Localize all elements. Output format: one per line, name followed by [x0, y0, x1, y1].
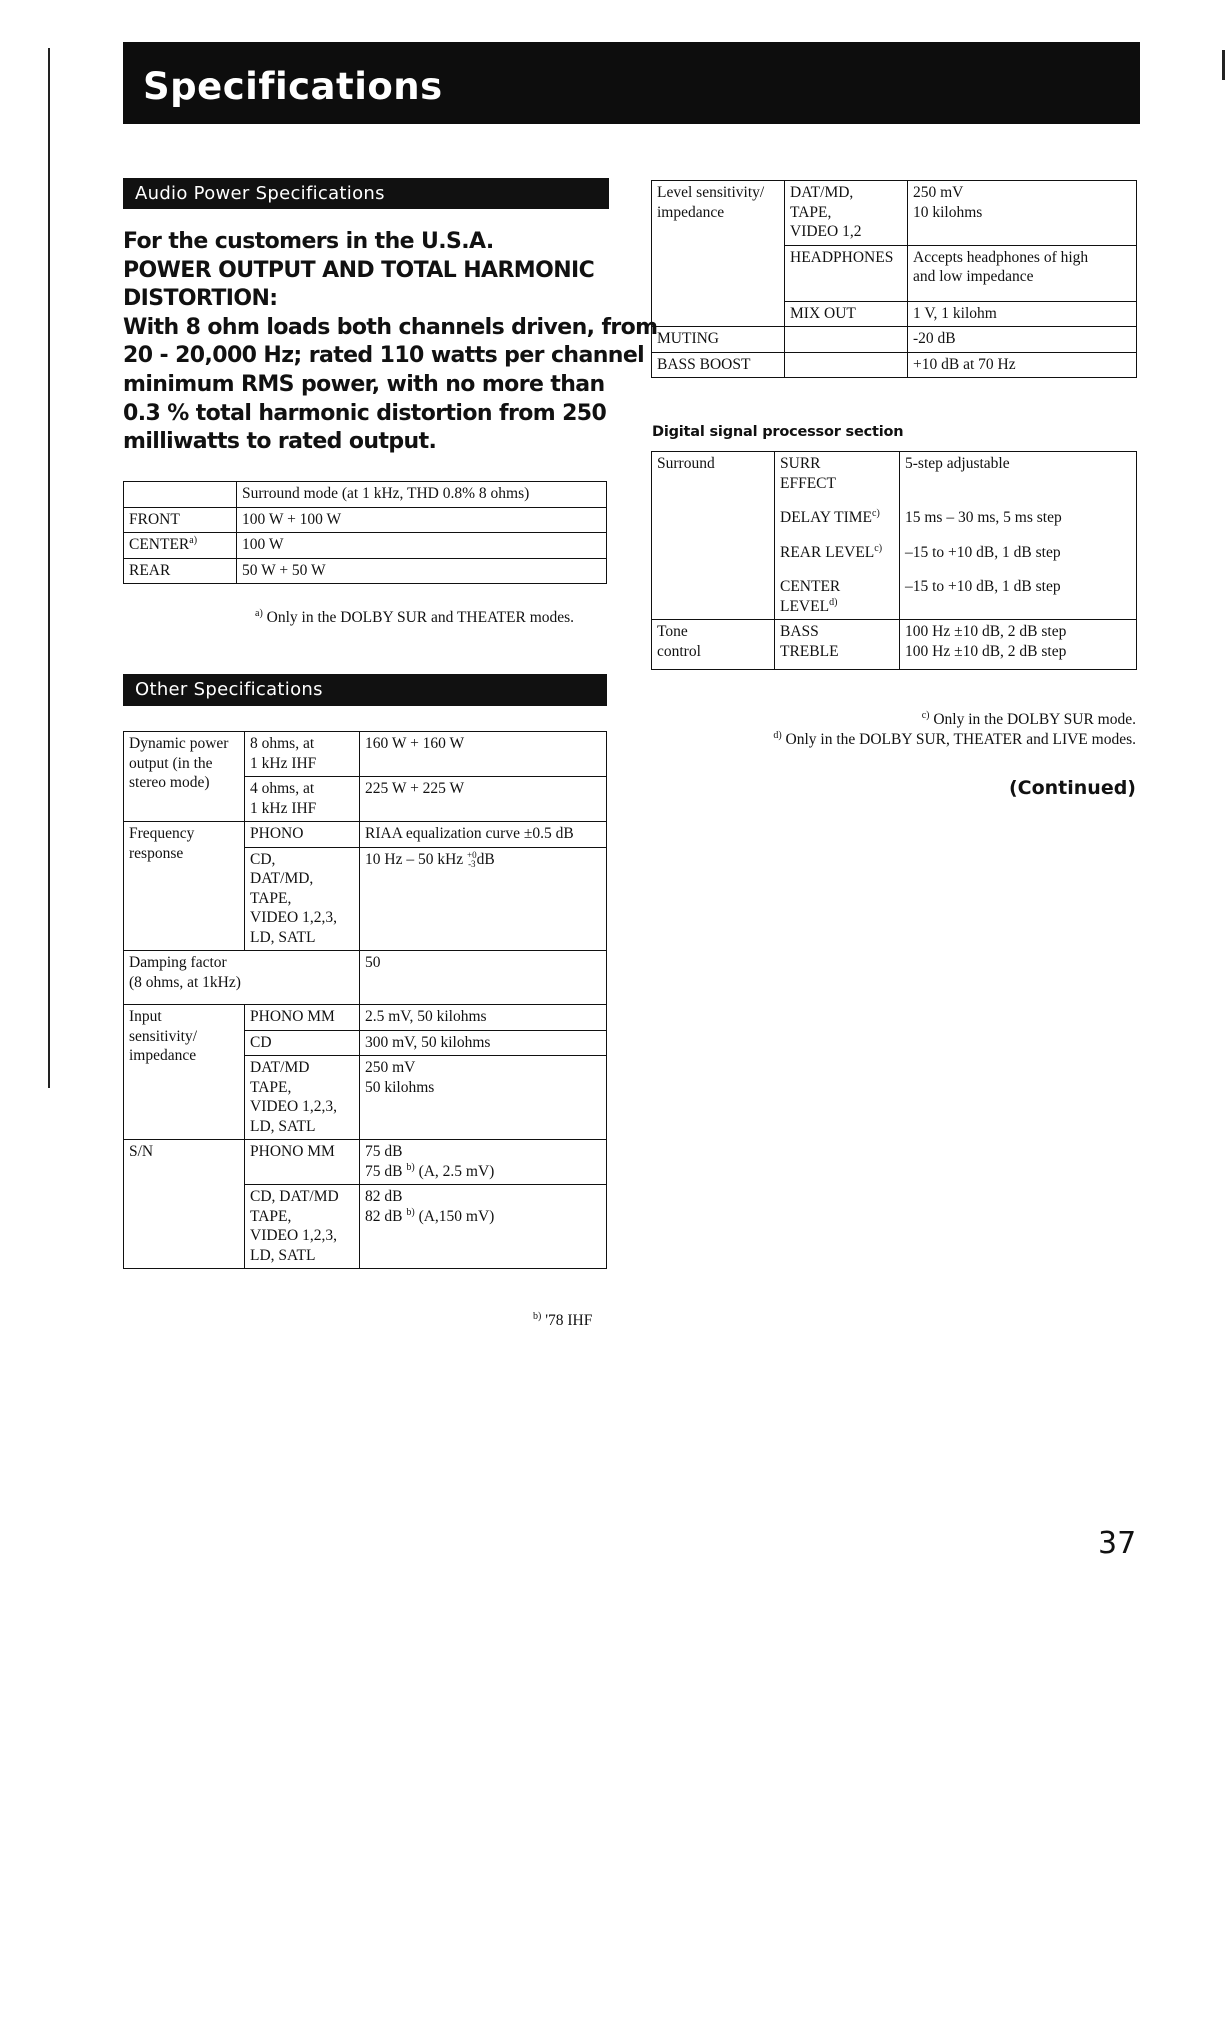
value-note: (A,150 mV): [418, 1207, 495, 1225]
heading-line: 0.3 % total harmonic distortion from 250: [123, 400, 607, 426]
table-row: [652, 452, 1137, 620]
table-row: [652, 181, 1137, 246]
cond-line: 8 ohms, at: [250, 735, 315, 752]
footnote-mark: a): [255, 607, 263, 619]
section-title-audio-power: Audio Power Specifications: [135, 183, 385, 204]
heading-line: DISTORTION:: [123, 286, 278, 312]
continued-label: (Continued): [1008, 777, 1136, 799]
cond-line: LD, SATL: [250, 1117, 316, 1135]
power-output-statement: [123, 228, 658, 457]
label-line: Frequency: [129, 825, 195, 842]
section-title-other: Other Specifications: [135, 679, 323, 700]
tolerance-plus: +0: [467, 849, 477, 860]
label-line: Damping factor: [129, 954, 227, 971]
footnote-text: '78 IHF: [545, 1312, 593, 1329]
condition-cell: [245, 777, 360, 822]
table-row: [652, 352, 1137, 378]
label-line: Level sensitivity/: [657, 184, 765, 201]
value-line: 100 Hz ±10 dB, 2 dB step: [905, 623, 1067, 640]
value-line: 10 kilohms: [913, 203, 983, 221]
value-line: 75 dB: [365, 1143, 403, 1160]
table-row: [124, 482, 607, 508]
input-sensitivity-label: [124, 1005, 245, 1140]
footnote-text: Only in the DOLBY SUR mode.: [933, 711, 1136, 728]
cond-line: TAPE,: [790, 203, 832, 221]
value-cell: RIAA equalization curve ±0.5 dB: [360, 822, 607, 848]
condition-cell: PHONO MM: [245, 1140, 360, 1185]
value-line: [365, 1207, 601, 1227]
channel-power: 100 W: [237, 533, 607, 559]
value-cell: [360, 1056, 607, 1140]
surround-power-table: [123, 481, 607, 584]
table-row: [124, 507, 607, 533]
table-row: [124, 1140, 607, 1185]
tolerance-minus: -3: [468, 858, 476, 869]
param-line: TREBLE: [780, 642, 839, 660]
value-cell: 225 W + 225 W: [360, 777, 607, 822]
label-line: (8 ohms, at 1kHz): [129, 973, 241, 991]
condition-cell: [785, 181, 908, 246]
level-sensitivity-label: [652, 181, 785, 327]
footnote-text: Only in the DOLBY SUR and THEATER modes.: [266, 609, 575, 626]
value-text: 82 dB: [365, 1207, 403, 1225]
condition-cell: [245, 1056, 360, 1140]
value-cell: [908, 245, 1137, 301]
value-note: (A, 2.5 mV): [418, 1162, 495, 1180]
footnote-a: [255, 608, 574, 628]
label-line: Input: [129, 1008, 162, 1025]
cond-line: 1 kHz IHF: [250, 799, 317, 817]
channel-label-text: CENTER: [129, 536, 190, 553]
cond-line: LD, SATL: [250, 928, 316, 946]
page-number: 37: [1098, 1526, 1137, 1561]
spacer: [780, 562, 894, 577]
heading-line: milliwatts to rated output.: [123, 429, 437, 455]
label-line: impedance: [129, 1047, 197, 1064]
table-row: [652, 327, 1137, 353]
tolerance: [467, 851, 477, 869]
condition-cell: [245, 847, 360, 951]
dynamic-power-label: [124, 732, 245, 822]
value-text: 75 dB: [365, 1162, 403, 1180]
value-line: Accepts headphones of high: [913, 248, 1089, 266]
muting-value: -20 dB: [908, 327, 1137, 353]
cond-line: DAT/MD,: [790, 184, 854, 201]
cond-line: LD, SATL: [250, 1246, 316, 1264]
label-line: output (in the: [129, 754, 213, 772]
label-line: Dynamic power: [129, 735, 229, 752]
spacer: [905, 474, 1131, 509]
page-title: Specifications: [143, 65, 443, 108]
sn-label: S/N: [124, 1140, 245, 1269]
param-line: SURR: [780, 455, 821, 472]
footnote-c: [922, 710, 1136, 730]
value-cell: 2.5 mV, 50 kilohms: [360, 1005, 607, 1031]
spacer: [905, 562, 1131, 577]
param-cell: [775, 452, 900, 620]
empty-cell: [785, 327, 908, 353]
value-cell: 160 W + 160 W: [360, 732, 607, 777]
label-line: sensitivity/: [129, 1027, 198, 1045]
damping-factor-label: [124, 951, 360, 1005]
param-cell: [775, 620, 900, 670]
cond-line: VIDEO 1,2: [790, 223, 862, 240]
tolerance-unit: dB: [476, 850, 495, 868]
value-cell: 1 V, 1 kilohm: [908, 301, 1137, 327]
param-text: LEVEL: [780, 597, 830, 615]
value-cell: [360, 1185, 607, 1269]
param-line: [780, 597, 894, 617]
table-row: [124, 533, 607, 559]
condition-cell: [245, 732, 360, 777]
frequency-response-label: [124, 822, 245, 951]
footnote-mark: b): [406, 1206, 415, 1218]
cond-line: TAPE,: [250, 1207, 292, 1225]
value-line: and low impedance: [913, 268, 1034, 285]
value-line: 5-step adjustable: [905, 455, 1010, 472]
value-cell: [360, 1140, 607, 1185]
heading-line: For the customers in the U.S.A.: [123, 229, 494, 254]
freq-range: 10 Hz – 50 kHz: [365, 850, 464, 868]
condition-cell: PHONO: [245, 822, 360, 848]
channel-label: FRONT: [124, 507, 237, 533]
bass-boost-value: +10 dB at 70 Hz: [908, 352, 1137, 378]
footnote-mark: c): [874, 542, 883, 554]
section-bar-other: [123, 674, 607, 706]
condition-cell: PHONO MM: [245, 1005, 360, 1031]
label-line: response: [129, 844, 184, 862]
footnote-mark: d): [829, 596, 838, 608]
empty-cell: [785, 352, 908, 378]
heading-line: minimum RMS power, with no more than: [123, 371, 605, 397]
cond-line: CD,: [250, 850, 276, 868]
value-cell: [900, 620, 1137, 670]
param-text: DELAY TIME: [780, 509, 872, 526]
param-line: [780, 508, 894, 528]
value-line: –15 to +10 dB, 1 dB step: [905, 578, 1061, 595]
table-row: [124, 558, 607, 584]
spacer: [905, 528, 1131, 543]
dsp-section-title: Digital signal processor section: [652, 424, 904, 440]
section-bar-audio-power: [123, 178, 609, 209]
empty-cell: [124, 482, 237, 508]
label-line: stereo mode): [129, 774, 210, 791]
spacer: [780, 528, 894, 543]
muting-label: MUTING: [652, 327, 785, 353]
heading-line: With 8 ohm loads both channels driven, from: [123, 314, 658, 340]
label-line: control: [657, 642, 701, 660]
param-line: EFFECT: [780, 474, 836, 492]
table-row: [124, 732, 607, 777]
footnote-d: [773, 730, 1136, 750]
condition-cell: CD: [245, 1030, 360, 1056]
footnote-text: Only in the DOLBY SUR, THEATER and LIVE modes.: [785, 731, 1136, 748]
channel-power: 100 W + 100 W: [237, 507, 607, 533]
cond-line: VIDEO 1,2,3,: [250, 1098, 337, 1115]
value-line: 50 kilohms: [365, 1078, 435, 1096]
param-line: BASS: [780, 623, 819, 640]
level-sensitivity-table: [651, 180, 1137, 378]
heading-line: 20 - 20,000 Hz; rated 110 watts per channel: [123, 343, 645, 369]
channel-power: 50 W + 50 W: [237, 558, 607, 584]
table-row: [652, 620, 1137, 670]
spacer: [780, 493, 894, 508]
cond-line: 4 ohms, at: [250, 780, 315, 797]
table-row: [124, 1005, 607, 1031]
cond-line: DAT/MD,: [250, 870, 314, 887]
right-edge-mark: [1222, 50, 1225, 80]
table-row: [124, 822, 607, 848]
value-line: [365, 1162, 601, 1182]
param-text: REAR LEVEL: [780, 543, 875, 561]
value-line: 250 mV: [365, 1059, 416, 1076]
surround-mode-header: Surround mode (at 1 kHz, THD 0.8% 8 ohms): [237, 482, 607, 508]
other-specs-table: [123, 731, 607, 1269]
value-cell: [360, 847, 607, 951]
value-cell: [908, 181, 1137, 246]
left-margin-line: [48, 48, 50, 1088]
footnote-mark: b): [533, 1310, 542, 1322]
cond-line: VIDEO 1,2,3,: [250, 909, 337, 926]
cond-line: TAPE,: [250, 889, 292, 907]
tone-control-label: [652, 620, 775, 670]
value-line: 82 dB: [365, 1188, 403, 1205]
bass-boost-label: BASS BOOST: [652, 352, 785, 378]
value-line: 100 Hz ±10 dB, 2 dB step: [905, 642, 1067, 660]
param-line: [780, 543, 894, 563]
value-cell: 300 mV, 50 kilohms: [360, 1030, 607, 1056]
footnote-mark: c): [921, 709, 930, 721]
table-row: [124, 951, 607, 1005]
channel-label: [124, 533, 237, 559]
cond-line: VIDEO 1,2,3,: [250, 1227, 337, 1244]
channel-label: REAR: [124, 558, 237, 584]
cond-line: DAT/MD: [250, 1059, 310, 1076]
footnote-mark: c): [872, 507, 880, 519]
value-cell: 50: [360, 951, 607, 1005]
footnote-mark: b): [406, 1161, 415, 1173]
condition-cell: HEADPHONES: [785, 245, 908, 301]
footnote-mark: d): [773, 729, 782, 741]
surround-label: Surround: [652, 452, 775, 620]
param-line: CENTER: [780, 578, 841, 595]
footnote-mark: a): [189, 534, 198, 546]
cond-line: 1 kHz IHF: [250, 754, 317, 772]
value-line: 15 ms – 30 ms, 5 ms step: [905, 509, 1062, 526]
label-line: impedance: [657, 203, 725, 221]
footnote-b: [533, 1311, 592, 1331]
value-line: –15 to +10 dB, 1 dB step: [905, 543, 1061, 561]
value-line: 250 mV: [913, 184, 964, 201]
heading-line: POWER OUTPUT AND TOTAL HARMONIC: [123, 257, 595, 283]
cond-line: CD, DAT/MD: [250, 1188, 339, 1205]
dsp-table: [651, 451, 1137, 670]
condition-cell: [245, 1185, 360, 1269]
cond-line: TAPE,: [250, 1078, 292, 1096]
condition-cell: MIX OUT: [785, 301, 908, 327]
value-cell: [900, 452, 1137, 620]
label-line: Tone: [657, 623, 688, 640]
